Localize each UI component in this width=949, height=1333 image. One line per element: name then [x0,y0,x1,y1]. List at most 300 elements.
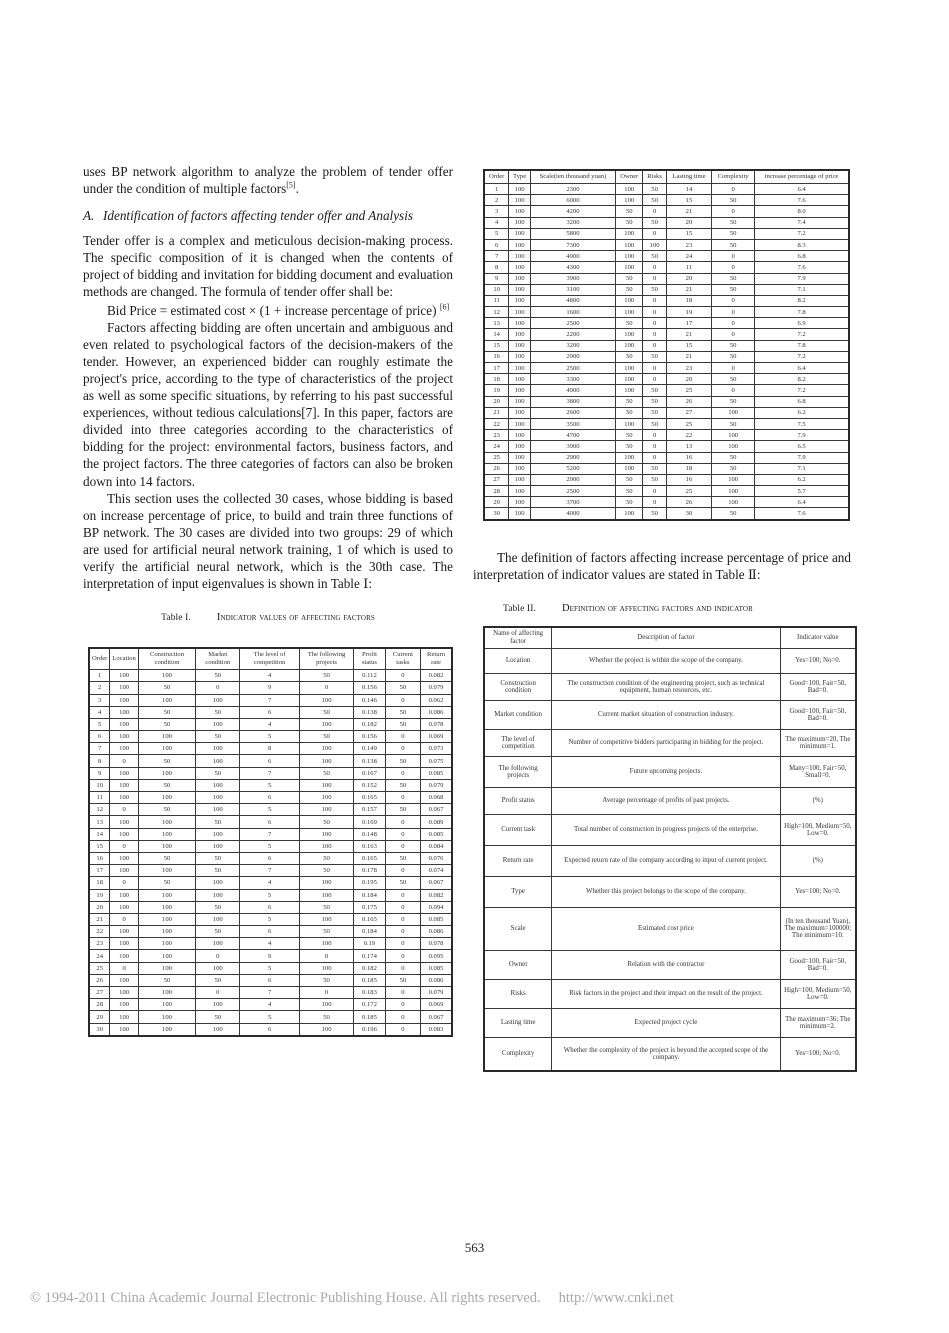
table-cell: 3 [484,206,509,217]
table2-caption [473,603,851,614]
table-cell: 0.083 [421,1023,452,1036]
table-cell: 3 [89,694,110,706]
column-header: Lasting time [666,170,711,184]
table-cell: 0.185 [354,1011,385,1023]
table-cell: 0.19 [354,938,385,950]
table-cell: 0 [385,865,420,877]
table-cell: 100 [616,184,643,195]
table-cell: 2600 [530,407,615,418]
table-cell: 50 [712,239,755,250]
table-cell: 0.082 [421,670,452,682]
table-cell: 100 [110,889,138,901]
table-cell: 100 [299,694,353,706]
table-row [89,865,452,877]
table-cell: 100 [196,1023,240,1036]
table-cell: 0.175 [354,901,385,913]
table-row [484,787,856,814]
table-cell: 16 [484,351,509,362]
table-row [484,318,849,329]
table-cell: 0.183 [354,987,385,999]
table-cell: 0 [385,816,420,828]
table-cell: 50 [196,901,240,913]
table-cell: 0 [385,999,420,1011]
table-row [484,845,856,876]
table-cell: 9 [240,682,300,694]
table-row [89,682,452,694]
table-row [89,901,452,913]
table-cell: 100 [509,239,531,250]
table-cell: 50 [138,852,195,864]
table-cell: Lasting time [484,1008,552,1037]
table-cell: 0.156 [354,731,385,743]
table-cell: 0 [712,262,755,273]
paragraph-factors: Factors affecting bidding are often uncertain and ambiguous and even related to psychological factors of the decision-makers of the tender. However, an experienced bidder can roughly estimate the project's price, according to the type of characteristics of the project as well as some specific situations, by referring to his past successful experiences, without tedious calculations[7]. In this paper, factors are divided into three categories according to the characteristics of bidding for the project: environmental factors, business factors, and the project factors. The three categories of factors can also be broken down into 14 factors. [83,319,453,489]
table-cell: Scale [484,907,552,950]
table-cell: 16 [666,474,711,485]
table-cell: 6 [240,974,300,986]
table-cell: 1 [89,670,110,682]
table-cell: 2500 [530,363,615,374]
paragraph-table2-intro: The definition of factors affecting increase percentage of price and interpretation of indicator values are stated in Table Ⅱ: [473,549,851,582]
table-cell: 100 [138,901,195,913]
table-cell: 17 [666,318,711,329]
table-cell: 18 [666,463,711,474]
table-cell: 100 [616,329,643,340]
table-cell: 5 [240,1011,300,1023]
table-cell: Relation with the contractor [552,950,780,979]
table-cell: 100 [616,228,643,239]
table-cell: 100 [196,938,240,950]
table-cell: 100 [138,926,195,938]
table-cell: 100 [110,767,138,779]
table-cell: 5 [89,718,110,730]
table-cell: 50 [643,385,666,396]
table-row [484,979,856,1008]
table-cell: 0.085 [421,913,452,925]
table-row [89,950,452,962]
table-row [484,474,849,485]
table-cell: 50 [643,463,666,474]
table-cell: 100 [110,731,138,743]
table-row [484,907,856,950]
table-row [484,648,856,673]
table-cell: 100 [509,318,531,329]
table-cell: 8.0 [755,206,849,217]
table-row [484,497,849,508]
table-cell: 50 [299,731,353,743]
table-cell: 100 [509,329,531,340]
table-cell: 7.6 [755,195,849,206]
table-cell: 3700 [530,497,615,508]
table-cell: 100 [110,828,138,840]
table-cell: 6 [240,792,300,804]
table-cell: Average percentage of profits of past projects. [552,787,780,814]
table-cell: 0 [643,206,666,217]
table-cell: 7.9 [755,452,849,463]
table-cell: 7.6 [755,508,849,520]
table-cell: 100 [299,828,353,840]
table-row [89,913,452,925]
table-cell: 0.068 [421,792,452,804]
table-cell: 4200 [530,206,615,217]
table-cell: 50 [385,852,420,864]
table-cell: 0.067 [421,804,452,816]
table-row [484,340,849,351]
table-cell: 8.2 [755,374,849,385]
table-cell: 50 [616,474,643,485]
column-header: Order [484,170,509,184]
table-cell: 100 [509,474,531,485]
table-cell: 100 [616,385,643,396]
table-cell: 25 [666,418,711,429]
table-cell: 7.8 [755,307,849,318]
table-cell: 100 [110,779,138,791]
table-row [89,889,452,901]
table-cell: 50 [138,974,195,986]
table-cell: 5200 [530,463,615,474]
table-row [484,206,849,217]
table-cell: 0 [643,497,666,508]
table-cell: 100 [509,497,531,508]
table-cell: 50 [712,351,755,362]
table-cell: Many=100, Fair=50, Small=0. [780,756,856,787]
table-cell: 50 [138,779,195,791]
table-cell: 11 [484,295,509,306]
table-cell: 100 [110,1011,138,1023]
table-row [89,938,452,950]
table-cell: 0 [712,329,755,340]
table-cell: 7300 [530,239,615,250]
table-cell: 29 [89,1011,110,1023]
table-cell: 27 [666,407,711,418]
table1-caption-tag: Table I. [161,613,191,624]
table-cell: 50 [616,396,643,407]
table-cell: 27 [89,987,110,999]
table-cell: 20 [666,273,711,284]
table-cell: 100 [616,418,643,429]
table-cell: 0 [712,184,755,195]
table-cell: 100 [509,273,531,284]
table-row [484,463,849,474]
column-header: The level of competition [240,648,300,670]
table-cell: 0 [643,374,666,385]
table-cell: 4 [240,718,300,730]
table-cell: 22 [89,926,110,938]
table-cell: 15 [666,340,711,351]
table-cell: 50 [616,430,643,441]
table-cell: 7.2 [755,329,849,340]
table-cell: 0 [643,486,666,497]
table-cell: Yes=100; No=0. [780,1037,856,1071]
table-cell: 100 [299,1023,353,1036]
table-cell: 0 [385,1023,420,1036]
table-cell: 10 [89,779,110,791]
table-row [89,731,452,743]
right-column [473,163,851,1072]
table-cell: Profit status [484,787,552,814]
table-cell: 0 [385,913,420,925]
table-cell: 20 [666,374,711,385]
table-cell: 26 [484,463,509,474]
table-cell: 5 [484,228,509,239]
table-row [89,828,452,840]
table-cell: 50 [299,706,353,718]
table-row [89,877,452,889]
table-cell: 9 [89,767,110,779]
table-cell: 0.069 [421,999,452,1011]
table-row [484,486,849,497]
table-cell: 5.7 [755,486,849,497]
table-row [484,1037,856,1071]
table-cell: 7.6 [755,262,849,273]
table-cell: 50 [385,779,420,791]
table-cell: Current task [484,814,552,845]
table-cell: 50 [385,682,420,694]
column-header: Profit status [354,648,385,670]
table-cell: 0 [299,682,353,694]
table-cell: 100 [509,295,531,306]
column-header: Type [509,170,531,184]
table-cell: 100 [299,743,353,755]
table-cell: 2200 [530,329,615,340]
table-cell: 7.2 [755,228,849,239]
table-cell: 100 [110,901,138,913]
table-cell: 4900 [530,251,615,262]
table-cell: 0 [643,452,666,463]
table-cell: 29 [484,497,509,508]
table-cell: 50 [385,706,420,718]
table-cell: 100 [509,374,531,385]
table-cell: 100 [509,184,531,195]
table-cell: 50 [643,418,666,429]
table-cell: 7 [484,251,509,262]
table-cell: 6.8 [755,396,849,407]
table-cell: 7 [240,767,300,779]
table-cell: 50 [616,273,643,284]
table-row [89,804,452,816]
table-row [484,307,849,318]
table-cell: 100 [110,950,138,962]
table-cell: 50 [616,407,643,418]
table-cell: 0 [385,743,420,755]
table-cell: 100 [712,497,755,508]
table-cell: 0 [110,804,138,816]
table-cell: 100 [616,363,643,374]
table-cell: 100 [616,195,643,206]
column-header: Market condition [196,648,240,670]
table-row [89,767,452,779]
table-cell: 50 [138,706,195,718]
table-cell: 100 [299,718,353,730]
table-cell: 0 [643,228,666,239]
table-cell: 23 [666,239,711,250]
table-cell: 0 [196,987,240,999]
table-row [89,852,452,864]
table-cell: 50 [299,865,353,877]
table-cell: Yes=100; No=0. [780,648,856,673]
table-cell: 0 [385,926,420,938]
table-cell: 2300 [530,184,615,195]
table-cell: 50 [643,184,666,195]
table-row [89,816,452,828]
table-cell: 100 [299,999,353,1011]
table-cell: Type [484,876,552,907]
table-cell: 100 [616,452,643,463]
table-cell: 28 [89,999,110,1011]
table-cell: 1600 [530,307,615,318]
table-cell: 50 [643,195,666,206]
table-cell: 0 [110,913,138,925]
table-cell: 100 [509,385,531,396]
table-cell: 100 [110,999,138,1011]
table-cell: 100 [138,950,195,962]
table-cell: High=100, Medium=50, Low=0. [780,814,856,845]
table-cell: 100 [138,1023,195,1036]
table-cell: 50 [196,816,240,828]
table-cell: 50 [299,901,353,913]
table-cell: High=100, Medium=50, Low=0. [780,979,856,1008]
table-cell: 50 [616,441,643,452]
table-cell: 100 [509,363,531,374]
table-cell: 4 [484,217,509,228]
table-cell: 16 [89,852,110,864]
table-row [89,999,452,1011]
table-cell: 0 [643,262,666,273]
table-cell: 0 [385,987,420,999]
table-cell: Risk factors in the project and their impact on the result of the project. [552,979,780,1008]
table-row [484,284,849,295]
cnki-url[interactable]: http://www.cnki.net [558,1290,674,1306]
table-cell: 50 [138,755,195,767]
table-cell: 0 [643,363,666,374]
table-cell: 23 [484,430,509,441]
table-cell: 23 [89,938,110,950]
table-cell: 0.172 [354,999,385,1011]
table-cell: The maximum=36; The minimum=2. [780,1008,856,1037]
citation-5: [5] [286,180,296,190]
table-row [484,239,849,250]
table-cell: 50 [616,351,643,362]
table-row [89,706,452,718]
table-cell: 100 [110,938,138,950]
column-header: Name of affecting factor [484,627,552,649]
table-row [89,1023,452,1036]
table-cell: 100 [509,262,531,273]
table-cell: 9 [484,273,509,284]
table-row [484,217,849,228]
table-cell: 100 [299,840,353,852]
table-cell: 0.138 [354,755,385,767]
table-cell: 0.079 [421,682,452,694]
table-cell: The construction condition of the engineering project, such as technical equipment, human resources, etc. [552,673,780,700]
table-cell: 3200 [530,340,615,351]
table-cell: 18 [666,295,711,306]
table2-caption-title: Definition of affecting factors and indicator [561,602,753,614]
table-cell: 0.165 [354,792,385,804]
table-cell: 100 [509,430,531,441]
table-cell: 4300 [530,262,615,273]
table-cell: 50 [196,926,240,938]
table-cell: 6.2 [755,407,849,418]
table-row [484,700,856,729]
table-cell: 8.2 [755,295,849,306]
table-cell: 50 [299,670,353,682]
table-cell: 100 [509,508,531,520]
table-cell: 7.2 [755,385,849,396]
table-cell: 7.9 [755,430,849,441]
table-cell: 100 [616,463,643,474]
table-cell: 50 [138,877,195,889]
table-cell: 50 [299,974,353,986]
table-cell: 7.5 [755,418,849,429]
table-cell: 100 [509,396,531,407]
table-cell: 21 [89,913,110,925]
table-cell: 100 [712,441,755,452]
table-cell: 0 [110,877,138,889]
table-cell: 100 [299,804,353,816]
table-cell: 2 [89,682,110,694]
table-cell: 0.152 [354,779,385,791]
table-cell: 0.149 [354,743,385,755]
table-cell: 0.062 [421,694,452,706]
table-cell: 100 [299,889,353,901]
table-cell: 7.2 [755,351,849,362]
table-row [89,974,452,986]
table-cell: 25 [89,962,110,974]
table-cell: Construction condition [484,673,552,700]
table-cell: 100 [110,670,138,682]
table-cell: Estimated cost price [552,907,780,950]
table-cell: 2 [484,195,509,206]
table-cell: 100 [196,889,240,901]
table-cell: 100 [110,926,138,938]
table-cell: 0.095 [421,950,452,962]
copyright-notice [30,1290,674,1307]
table-cell: 100 [110,682,138,694]
table-cell: 30 [666,508,711,520]
table-cell: 30 [484,508,509,520]
formula: Bid Price = estimated cost × (1 + increase percentage of price) [6] [107,302,450,318]
table-cell: 100 [509,251,531,262]
table-cell: 20 [89,901,110,913]
table-cell: 15 [89,840,110,852]
table-cell: 50 [712,284,755,295]
table-cell: 0.148 [354,828,385,840]
table-cell: 50 [196,706,240,718]
table-cell: 6 [240,1023,300,1036]
table-row [484,363,849,374]
table-cell: 5 [240,840,300,852]
paragraph-tender-offer: Tender offer is a complex and meticulous decision-making process. The specific composition of it is changed when the contents of project of bidding and invitation for bidding document and evaluation methods are changed. The formula of tender offer shall be: [83,233,453,300]
table-cell: 100 [616,374,643,385]
table-cell: 0.069 [421,731,452,743]
table-row [484,814,856,845]
table-cell: 27 [484,474,509,485]
table-cell: 0.196 [354,1023,385,1036]
table-cell: 0.089 [421,816,452,828]
table-cell: 0 [643,295,666,306]
table-cell: 50 [196,670,240,682]
table-row [484,756,856,787]
table-cell: 100 [138,999,195,1011]
table-cell: 0 [712,206,755,217]
table-cell: 50 [712,273,755,284]
table-cell: 5 [240,731,300,743]
table-cell: 50 [616,284,643,295]
table-cell: 100 [509,452,531,463]
table-cell: 6.4 [755,363,849,374]
table-cell: 100 [110,865,138,877]
